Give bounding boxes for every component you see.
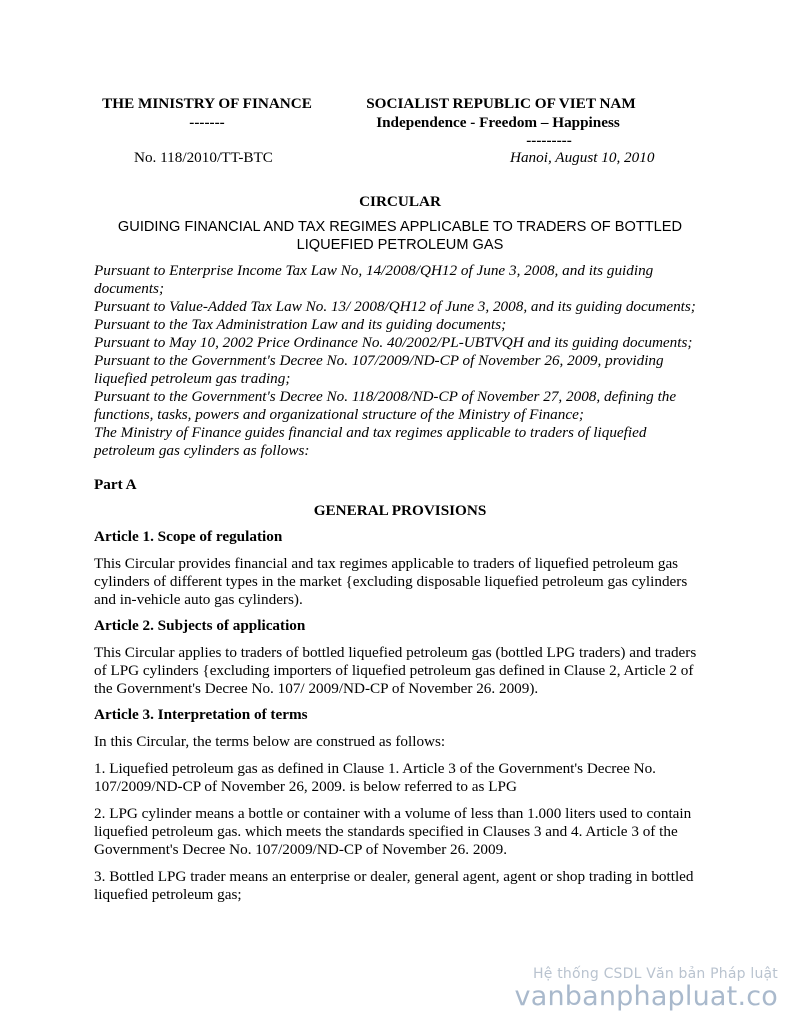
article-heading: Article 3. Interpretation of terms [94, 706, 308, 723]
section-title: GENERAL PROVISIONS [313, 502, 487, 519]
issuer-block [96, 94, 318, 132]
place-and-date: Hanoi, August 10, 2010 [510, 149, 655, 166]
article-paragraph: This Circular applies to traders of bottled liquefied petroleum gas (bottled LPG traders) and traders of LPG cylinders {excluding importers of liquefied petroleum gas defined in Clause 2, Article 2 of the Government's Decree No. 107/ 2009/ND-CP of November 26. 2009). [94, 644, 697, 697]
article-heading: Article 1. Scope of regulation [94, 528, 283, 545]
document-body [94, 262, 706, 904]
article-paragraph: 1. Liquefied petroleum gas as defined in Clause 1. Article 3 of the Government's Decree No. 107/2009/ND-CP of November 26, 2009. is below referred to as LPG [94, 760, 656, 795]
watermark-caption: Hệ thống CSDL Văn bản Pháp luật [533, 966, 778, 982]
motto-rule: --------- [526, 132, 572, 149]
preamble-line: Pursuant to Value-Added Tax Law No. 13/ 2008/QH12 of June 3, 2008, and its guiding documents; [94, 298, 696, 315]
national-title-block [350, 94, 646, 149]
document-title-text: GUIDING FINANCIAL AND TAX REGIMES APPLICABLE TO TRADERS OF BOTTLED LIQUEFIED PETROLEUM GAS [117, 219, 683, 253]
preamble-line: Pursuant to the Tax Administration Law and its guiding documents; [94, 316, 507, 333]
ministry-rule: ------- [189, 114, 225, 131]
republic-name: SOCIALIST REPUBLIC OF VIET NAM [366, 95, 636, 112]
document-number: No. 118/2010/TT-BTC [134, 149, 273, 166]
part-heading: Part A [94, 476, 137, 493]
document-type: CIRCULAR [359, 193, 441, 210]
article-paragraph: 2. LPG cylinder means a bottle or container with a volume of less than 1.000 liters used to contain liquefied petroleum gas. which meets the standards specified in Clauses 3 and 4. Article 3 of the Government's Decree No. 107/2009/ND-CP of November 26. 2009. [94, 805, 692, 858]
national-motto: Independence - Freedom – Happiness [376, 114, 620, 131]
document-title [0, 218, 800, 254]
preamble-line: Pursuant to May 10, 2002 Price Ordinance No. 40/2002/PL-UBTVQH and its guiding documents; [94, 334, 693, 351]
preamble [94, 262, 706, 460]
article-paragraph: 3. Bottled LPG trader means an enterprise or dealer, general agent, agent or shop trading in bottled liquefied petroleum gas; [94, 868, 694, 903]
preamble-line: The Ministry of Finance guides financial and tax regimes applicable to traders of liquefied petroleum gas cylinders as follows: [94, 424, 647, 459]
article-paragraph: In this Circular, the terms below are construed as follows: [94, 733, 446, 750]
preamble-line: Pursuant to Enterprise Income Tax Law No, 14/2008/QH12 of June 3, 2008, and its guiding documents; [94, 262, 654, 297]
article-paragraph: This Circular provides financial and tax regimes applicable to traders of liquefied petroleum gas cylinders of different types in the market {excluding disposable liquefied petroleum gas cylinders and in-vehicle auto gas cylinders). [94, 555, 688, 608]
article-heading: Article 2. Subjects of application [94, 617, 306, 634]
ministry-name: THE MINISTRY OF FINANCE [102, 95, 312, 112]
preamble-line: Pursuant to the Government's Decree No. 107/2009/ND-CP of November 26, 2009, providing liquefied petroleum gas trading; [94, 352, 664, 387]
preamble-line: Pursuant to the Government's Decree No. 118/2008/ND-CP of November 27, 2008, defining the functions, tasks, powers and organizational structure of the Ministry of Finance; [94, 388, 677, 423]
watermark-site: vanbanphapluat.co [514, 981, 778, 1012]
